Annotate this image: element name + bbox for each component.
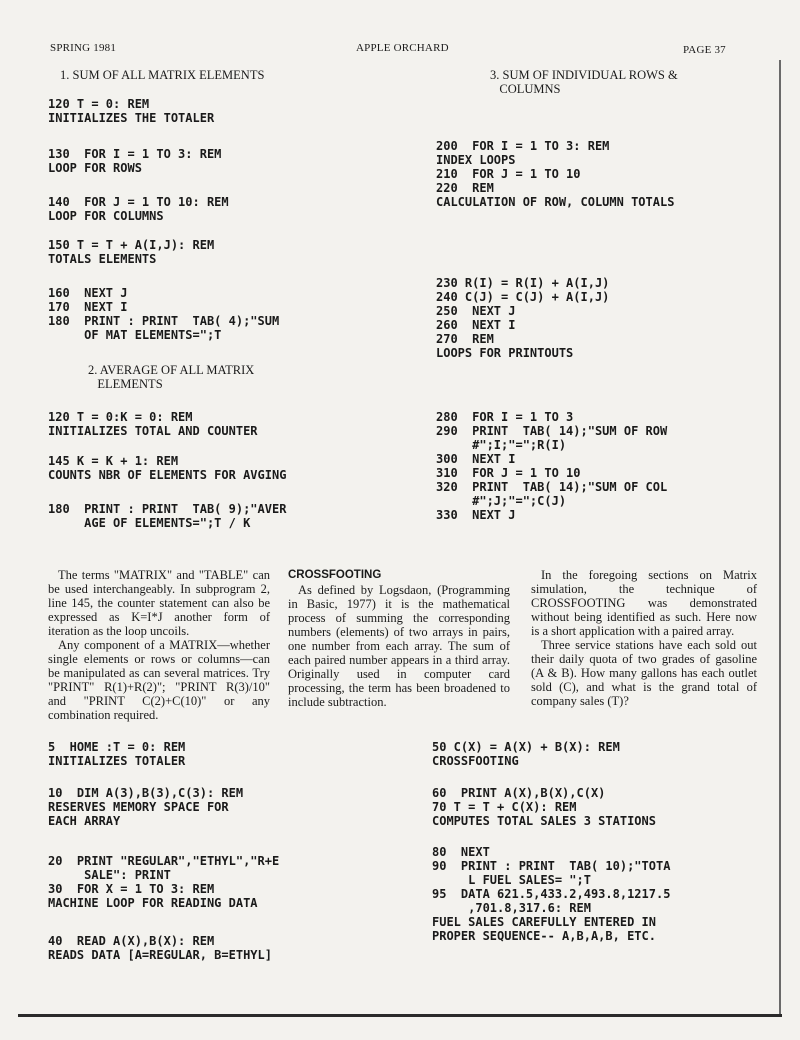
section-2-title: 2. AVERAGE OF ALL MATRIX ELEMENTS bbox=[88, 363, 255, 391]
header-page-number: PAGE 37 bbox=[683, 44, 726, 56]
prose-matrix-components: Any component of a MATRIX—whether single elements or rows or columns—can be manipulated as can several matrices. Try "PRINT" R(1)+R(2)"; "PRINT R(3)/10" and "PRINT C(2)+C(10)" or any combination required. bbox=[48, 638, 270, 722]
code-block-145: 145 K = K + 1: REM COUNTS NBR OF ELEMENTS FOR AVGING bbox=[48, 454, 287, 482]
code-block-160-180: 160 NEXT J 170 NEXT I 180 PRINT : PRINT TAB( 4);"SUM OF MAT ELEMENTS=";T bbox=[48, 286, 280, 342]
prose-column-1 bbox=[48, 568, 270, 722]
prose-column-2 bbox=[288, 568, 510, 709]
page-right-edge bbox=[779, 60, 781, 1016]
prose-crossfooting-definition: As defined by Logsdaon, (Programming in Basic, 1977) it is the mathematical process of summing the corresponding numbers (elements) of two arrays in pairs, one number from each array. The sum of each paired number appears in a third array. Originally used in computer card processing, the term has been broadened to include subtraction. bbox=[288, 583, 510, 709]
prose-service-stations: Three service stations have each sold out their daily quota of two grades of gasoline (A & B). How many gallons has each outlet sold (C), and what is the grand total of company sales (T)? bbox=[531, 638, 757, 708]
code-block-50: 50 C(X) = A(X) + B(X): REM CROSSFOOTING bbox=[432, 740, 620, 768]
code-block-10: 10 DIM A(3),B(3),C(3): REM RESERVES MEMORY SPACE FOR EACH ARRAY bbox=[48, 786, 244, 828]
code-block-200-220: 200 FOR I = 1 TO 3: REM INDEX LOOPS 210 FOR J = 1 TO 10 220 REM CALCULATION OF ROW, COLUMN TOTALS bbox=[436, 139, 675, 209]
code-block-80-95: 80 NEXT 90 PRINT : PRINT TAB( 10);"TOTA L FUEL SALES= ";T 95 DATA 621.5,433.2,493.8,1217.5 ,701.8,317.6: REM FUEL SALES CAREFULLY ENTERED IN PROPER SEQUENCE-- A,B,A,B, ETC. bbox=[432, 845, 671, 943]
prose-column-3 bbox=[531, 568, 757, 708]
header-magazine-title: APPLE ORCHARD bbox=[356, 42, 449, 54]
section-3-title: 3. SUM OF INDIVIDUAL ROWS & COLUMNS bbox=[490, 68, 678, 96]
code-block-60-70: 60 PRINT A(X),B(X),C(X) 70 T = T + C(X): REM COMPUTES TOTAL SALES 3 STATIONS bbox=[432, 786, 656, 828]
code-block-180-avg: 180 PRINT : PRINT TAB( 9);"AVER AGE OF ELEMENTS=";T / K bbox=[48, 502, 287, 530]
code-block-140: 140 FOR J = 1 TO 10: REM LOOP FOR COLUMNS bbox=[48, 195, 229, 223]
prose-foregoing-sections: In the foregoing sections on Matrix simulation, the technique of CROSSFOOTING was demonstrated without being identified as such. Here now is a short application with a paired array. bbox=[531, 568, 757, 638]
prose-matrix-table: The terms "MATRIX" and "TABLE" can be used interchangeably. In subprogram 2, line 145, the counter statement can also be expressed as K=I*J another form of iteration as the loop uncoils. bbox=[48, 568, 270, 638]
code-block-20-30: 20 PRINT "REGULAR","ETHYL","R+E SALE": PRINT 30 FOR X = 1 TO 3: REM MACHINE LOOP FOR READING DATA bbox=[48, 854, 280, 910]
code-block-150: 150 T = T + A(I,J): REM TOTALS ELEMENTS bbox=[48, 238, 215, 266]
code-block-120: 120 T = 0: REM INITIALIZES THE TOTALER bbox=[48, 97, 215, 125]
code-block-40: 40 READ A(X),B(X): REM READS DATA [A=REGULAR, B=ETHYL] bbox=[48, 934, 272, 962]
code-block-120-avg: 120 T = 0:K = 0: REM INITIALIZES TOTAL AND COUNTER bbox=[48, 410, 258, 438]
code-block-130: 130 FOR I = 1 TO 3: REM LOOP FOR ROWS bbox=[48, 147, 222, 175]
code-block-5: 5 HOME :T = 0: REM INITIALIZES TOTALER bbox=[48, 740, 186, 768]
page-bottom-rule bbox=[18, 1014, 782, 1017]
section-1-title: 1. SUM OF ALL MATRIX ELEMENTS bbox=[60, 68, 265, 82]
header-issue-date: SPRING 1981 bbox=[50, 42, 117, 54]
crossfooting-heading: CROSSFOOTING bbox=[288, 569, 382, 581]
code-block-280-330: 280 FOR I = 1 TO 3 290 PRINT TAB( 14);"SUM OF ROW #";I;"=";R(I) 300 NEXT I 310 FOR J = 1 TO 10 320 PRINT TAB( 14);"SUM OF COL #";J;"=";C(J) 330 NEXT J bbox=[436, 410, 668, 522]
code-block-230-270: 230 R(I) = R(I) + A(I,J) 240 C(J) = C(J) + A(I,J) 250 NEXT J 260 NEXT I 270 REM LOOPS FOR PRINTOUTS bbox=[436, 276, 610, 360]
